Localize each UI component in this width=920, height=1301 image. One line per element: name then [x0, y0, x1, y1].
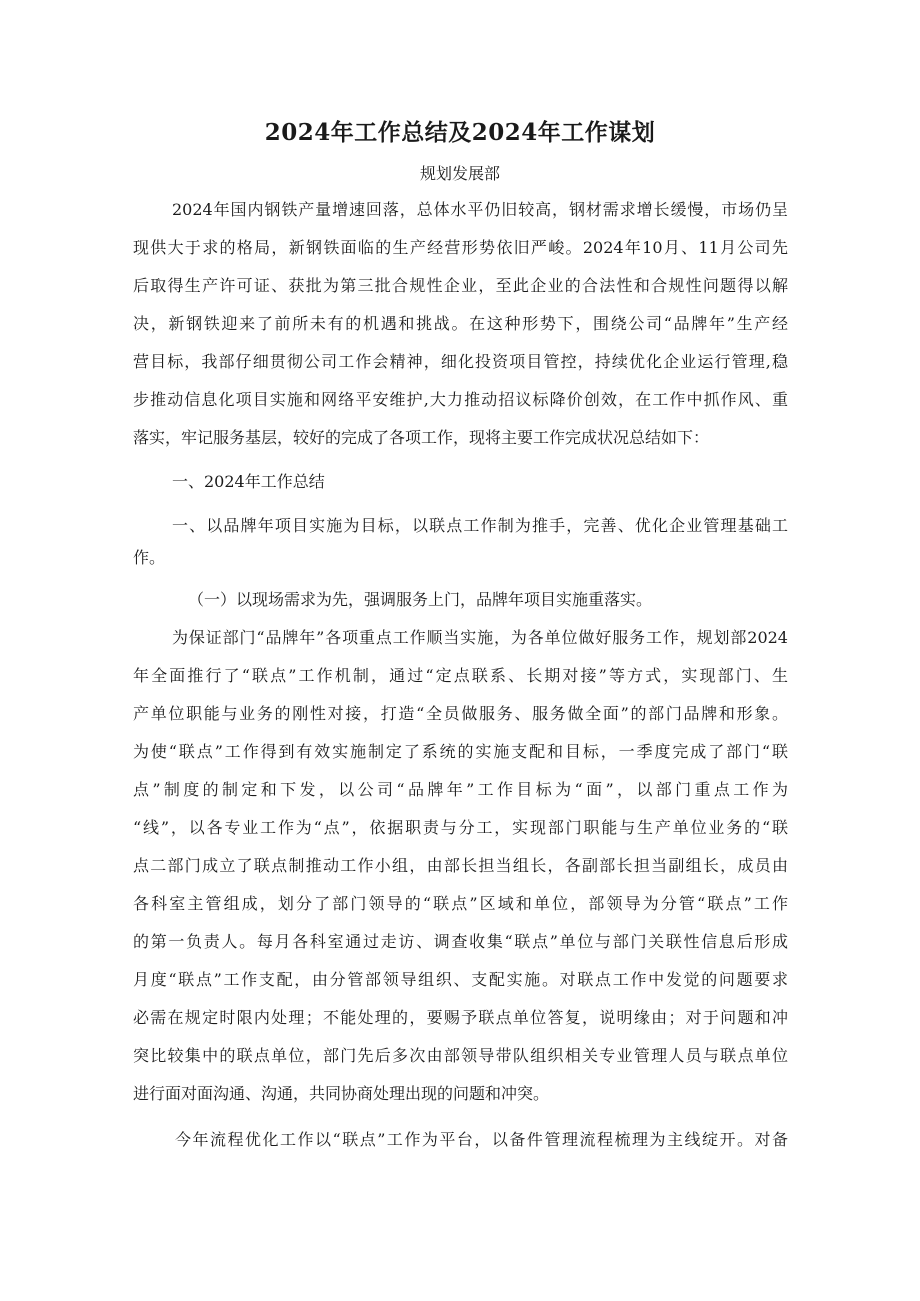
paragraph-line: 突比较集中的联点单位，部门先后多次由部领导带队组织相关专业管理人员与联点单位 [133, 1046, 788, 1065]
item-heading: （一）以现场需求为先，强调服务上门，品牌年项目实施重落实。 [188, 590, 653, 609]
paragraph-line: 点二部门成立了联点制推动工作小组，由部长担当组长，各副部长担当副组长，成员由 [133, 856, 788, 875]
paragraph-line: 各科室主管组成，划分了部门领导的“联点”区域和单位，部领导为分管“联点”工作 [133, 894, 788, 913]
paragraph-line: 的第一负责人。每月各科室通过走访、调查收集“联点”单位与部门关联性信息后形成 [133, 932, 788, 951]
paragraph-line: 现供大于求的格局，新钢铁面临的生产经营形势依旧严峻。2024年10月、11月公司先 [133, 238, 788, 257]
paragraph-line: 2024年国内钢铁产量增速回落，总体水平仍旧较高，钢材需求增长缓慢，市场仍呈 [172, 200, 788, 219]
paragraph-line: 今年流程优化工作以“联点”工作为平台，以备件管理流程梳理为主线绽开。对备 [175, 1130, 788, 1149]
paragraph-line: 进行面对面沟通、沟通，共同协商处理出现的问题和冲突。 [133, 1084, 550, 1103]
paragraph-line: 营目标，我部仔细贯彻公司工作会精神，细化投资项目管控，持续优化企业运行管理,稳 [133, 352, 788, 371]
paragraph-line: 年全面推行了“联点”工作机制，通过“定点联系、长期对接”等方式，实现部门、生 [133, 666, 788, 685]
paragraph-line: 落实，牢记服务基层，较好的完成了各项工作，现将主要工作完成状况总结如下： [133, 428, 710, 447]
department-name: 规划发展部 [419, 164, 500, 183]
paragraph-line: 为保证部门“品牌年”各项重点工作顺当实施，为各单位做好服务工作，规划部2024 [172, 628, 788, 647]
paragraph-line: “线”，以各专业工作为“点”，依据职责与分工，实现部门职能与生产单位业务的“联 [133, 818, 788, 837]
paragraph-line: 后取得生产许可证、获批为第三批合规性企业，至此企业的合法性和合规性问题得以解 [133, 276, 788, 295]
paragraph-line: 产单位职能与业务的刚性对接，打造“全员做服务、服务做全面”的部门品牌和形象。 [133, 704, 788, 723]
document-title: 2024年工作总结及2024年工作谋划 [264, 119, 656, 146]
subsection-heading: 作。 [133, 548, 166, 567]
paragraph-line: 步推动信息化项目实施和网络平安维护,大力推动招议标降价创效，在工作中抓作风、重 [133, 390, 788, 409]
paragraph-line: 为使“联点”工作得到有效实施制定了系统的实施支配和目标，一季度完成了部门“联 [133, 742, 788, 761]
paragraph-line: 决，新钢铁迎来了前所未有的机遇和挑战。在这种形势下，围绕公司“品牌年”生产经 [133, 314, 788, 333]
paragraph-line: 点”制度的制定和下发，以公司“品牌年”工作目标为“面”，以部门重点工作为 [133, 780, 788, 799]
paragraph-line: 必需在规定时限内处理；不能处理的，要赐予联点单位答复，说明缘由；对于问题和冲 [133, 1008, 788, 1027]
paragraph-line: 月度“联点”工作支配，由分管部领导组织、支配实施。对联点工作中发觉的问题要求 [133, 970, 788, 989]
subsection-heading: 一、以品牌年项目实施为目标，以联点工作制为推手，完善、优化企业管理基础工 [172, 516, 788, 535]
section-heading: 一、2024年工作总结 [172, 472, 325, 491]
